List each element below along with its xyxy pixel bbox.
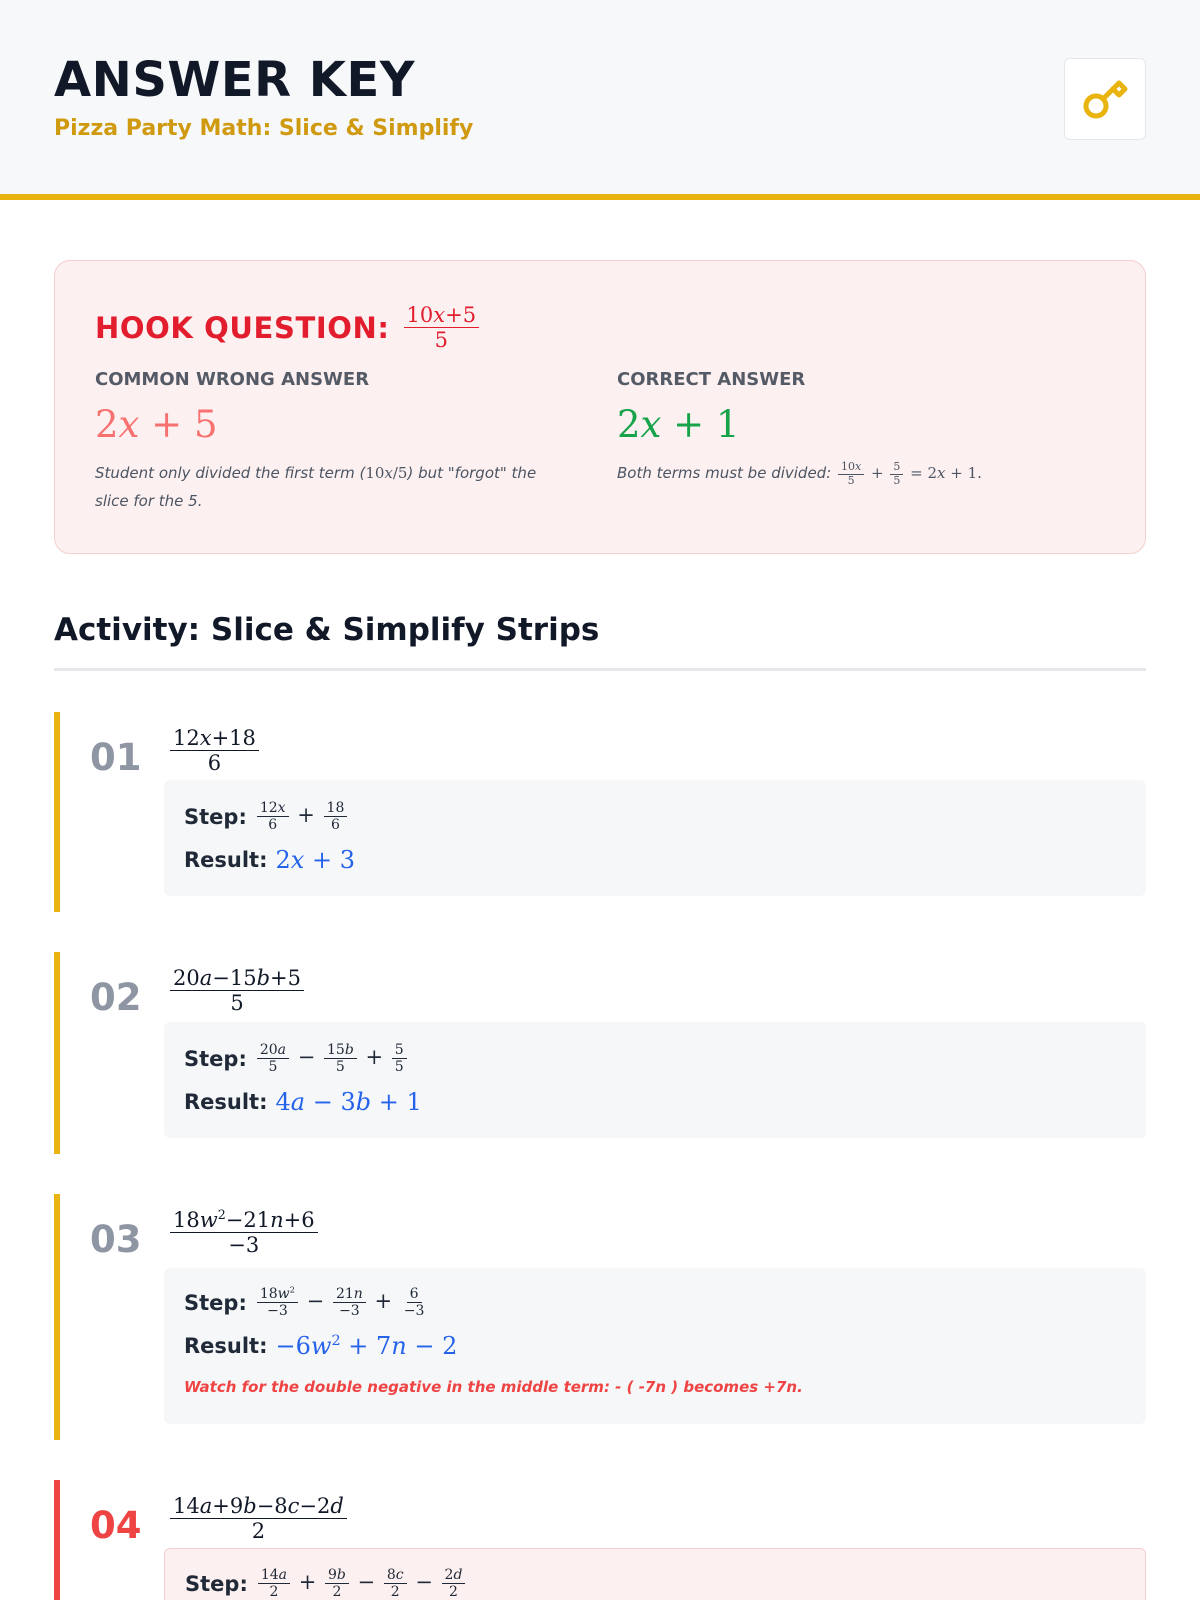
- step-line: [184, 1042, 409, 1075]
- step-label: Step:: [184, 1290, 247, 1315]
- hook-label: HOOK QUESTION:: [95, 310, 390, 345]
- page-subtitle: Pizza Party Math: Slice & Simplify: [54, 116, 474, 141]
- solution-box: [164, 1548, 1146, 1600]
- result-line: [184, 1332, 457, 1360]
- result-label: Result:: [184, 1334, 268, 1358]
- problem-card: [54, 712, 1146, 912]
- answer-key-button[interactable]: [1064, 58, 1146, 140]
- problem-expression: $\frac{14a+9b-8c-2d}{2}$: [168, 1494, 349, 1543]
- result-expression: 4a − 3b + 1: [275, 1088, 422, 1116]
- problem-card: [54, 952, 1146, 1154]
- problem-expression: $\frac{12x+18}{6}$: [168, 726, 261, 775]
- step-expression: $\frac{14a}{2}$ + $\frac{9b}{2}$ − $\frac{8c}{2}$ − $\frac{2d}{2}$: [256, 1567, 468, 1600]
- solution-box: [164, 780, 1146, 896]
- problem-number: 02: [90, 976, 142, 1019]
- correct-answer-heading: CORRECT ANSWER: [617, 369, 806, 390]
- result-expression: $-6w^2 + 7n - 2$: [275, 1332, 458, 1360]
- step-label: Step:: [185, 1571, 248, 1596]
- wrong-answer-note: Student only divided the first term (10x/5) but "forgot" the slice for the 5.: [95, 464, 537, 510]
- step-line: [184, 1286, 429, 1319]
- result-label: Result:: [184, 1090, 268, 1114]
- step-expression: $\frac{20a}{5}$ − $\frac{15b}{5}$ + $\frac{5}{5}$: [255, 1042, 409, 1075]
- hook-question: $\frac{10x+5}{5}$: [404, 303, 480, 352]
- step-expression: $\frac{18w^2}{-3}$ − $\frac{21n}{-3}$ + $\frac{6}{-3}$: [255, 1286, 430, 1319]
- step-label: Step:: [184, 804, 247, 829]
- correct-answer: 2x + 1: [617, 403, 740, 446]
- activity-title: Activity: Slice & Simplify Strips: [54, 612, 600, 648]
- page-header: [0, 0, 1200, 200]
- warning-note: Watch for the double negative in the middle term: - ( -7n ) becomes +7n.: [184, 1378, 803, 1396]
- wrong-answer-heading: COMMON WRONG ANSWER: [95, 369, 370, 390]
- step-line: [184, 800, 349, 833]
- solution-box: [164, 1268, 1146, 1424]
- result-expression: 2x + 3: [275, 846, 355, 874]
- step-expression: $\frac{12x}{6}$ + $\frac{18}{6}$: [255, 800, 350, 833]
- problem-card: [54, 1194, 1146, 1440]
- problem-number: 01: [90, 736, 142, 779]
- hook-question-card: [54, 260, 1146, 554]
- key-icon: [1079, 73, 1131, 125]
- result-line: [184, 1088, 422, 1116]
- problem-number: 03: [90, 1218, 142, 1261]
- section-divider: [54, 668, 1146, 671]
- hook-title: [95, 303, 481, 352]
- result-label: Result:: [184, 848, 268, 872]
- result-line: [184, 846, 355, 874]
- step-label: Step:: [184, 1046, 247, 1071]
- step-line: [185, 1567, 467, 1600]
- problem-expression: $\frac{18w^2-21n+6}{-3}$: [168, 1208, 320, 1257]
- problem-number: 04: [90, 1504, 142, 1547]
- wrong-answer: 2x + 5: [95, 403, 218, 446]
- problem-expression: $\frac{20a-15b+5}{5}$: [168, 966, 306, 1015]
- problem-card: [54, 1480, 1146, 1600]
- solution-box: [164, 1022, 1146, 1138]
- page-title: ANSWER KEY: [54, 52, 416, 108]
- correct-answer-note: Both terms must be divided: $\frac{10x}{5}$ + $\frac{5}{5}$ = 2x + 1.: [617, 459, 982, 487]
